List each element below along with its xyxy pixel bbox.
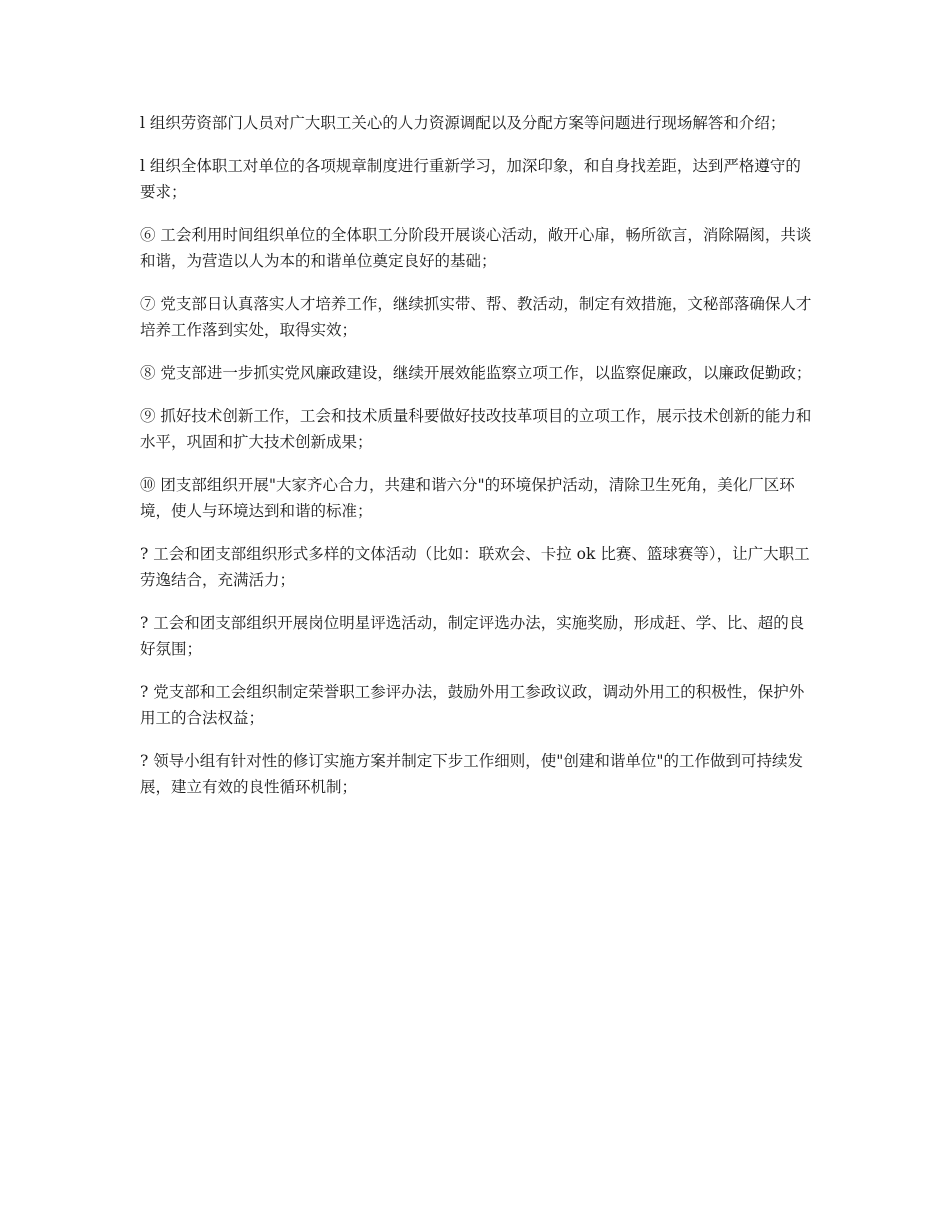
paragraph: ⑦ 党支部日认真落实人才培养工作，继续抓实带、帮、教活动，制定有效措施，文秘部落确保人才培养工作落到实处，取得实效； bbox=[140, 295, 812, 339]
paragraph: ? 党支部和工会组织制定荣誉职工参评办法，鼓励外用工参政议政，调动外用工的积极性，保护外用工的合法权益； bbox=[140, 683, 805, 727]
paragraph: ⑩ 团支部组织开展"大家齐心合力，共建和谐六分"的环境保护活动，清除卫生死角，美化厂区环境，使人与环境达到和谐的标准； bbox=[140, 476, 795, 520]
paragraph: ⑧ 党支部进一步抓实党风廉政建设，继续开展效能监察立项工作，以监察促廉政，以廉政促勤政； bbox=[140, 364, 812, 382]
paragraph: ⑨ 抓好技术创新工作，工会和技术质量科要做好技改技革项目的立项工作，展示技术创新的能力和水平，巩固和扩大技术创新成果； bbox=[140, 407, 812, 451]
paragraph: ? 工会和团支部组织开展岗位明星评选活动，制定评选办法，实施奖励，形成赶、学、比、超的良好氛围； bbox=[140, 614, 805, 658]
paragraph: l 组织劳资部门人员对广大职工关心的人力资源调配以及分配方案等问题进行现场解答和介绍； bbox=[140, 114, 786, 132]
paragraph: l 组织全体职工对单位的各项规章制度进行重新学习，加深印象，和自身找差距，达到严格遵守的要求； bbox=[140, 157, 801, 201]
paragraph: ? 工会和团支部组织形式多样的文体活动（比如：联欢会、卡拉 ok 比赛、篮球赛等），让广大职工劳逸结合，充满活力； bbox=[140, 545, 810, 589]
paragraph: ⑥ 工会利用时间组织单位的全体职工分阶段开展谈心活动，敞开心扉，畅所欲言，消除隔阂，共谈和谐，为营造以人为本的和谐单位奠定良好的基础； bbox=[140, 226, 812, 270]
paragraph: ? 领导小组有针对性的修订实施方案并制定下步工作细则，使"创建和谐单位"的工作做到可持续发展，建立有效的良性循环机制； bbox=[140, 752, 803, 796]
document-body bbox=[140, 110, 815, 817]
